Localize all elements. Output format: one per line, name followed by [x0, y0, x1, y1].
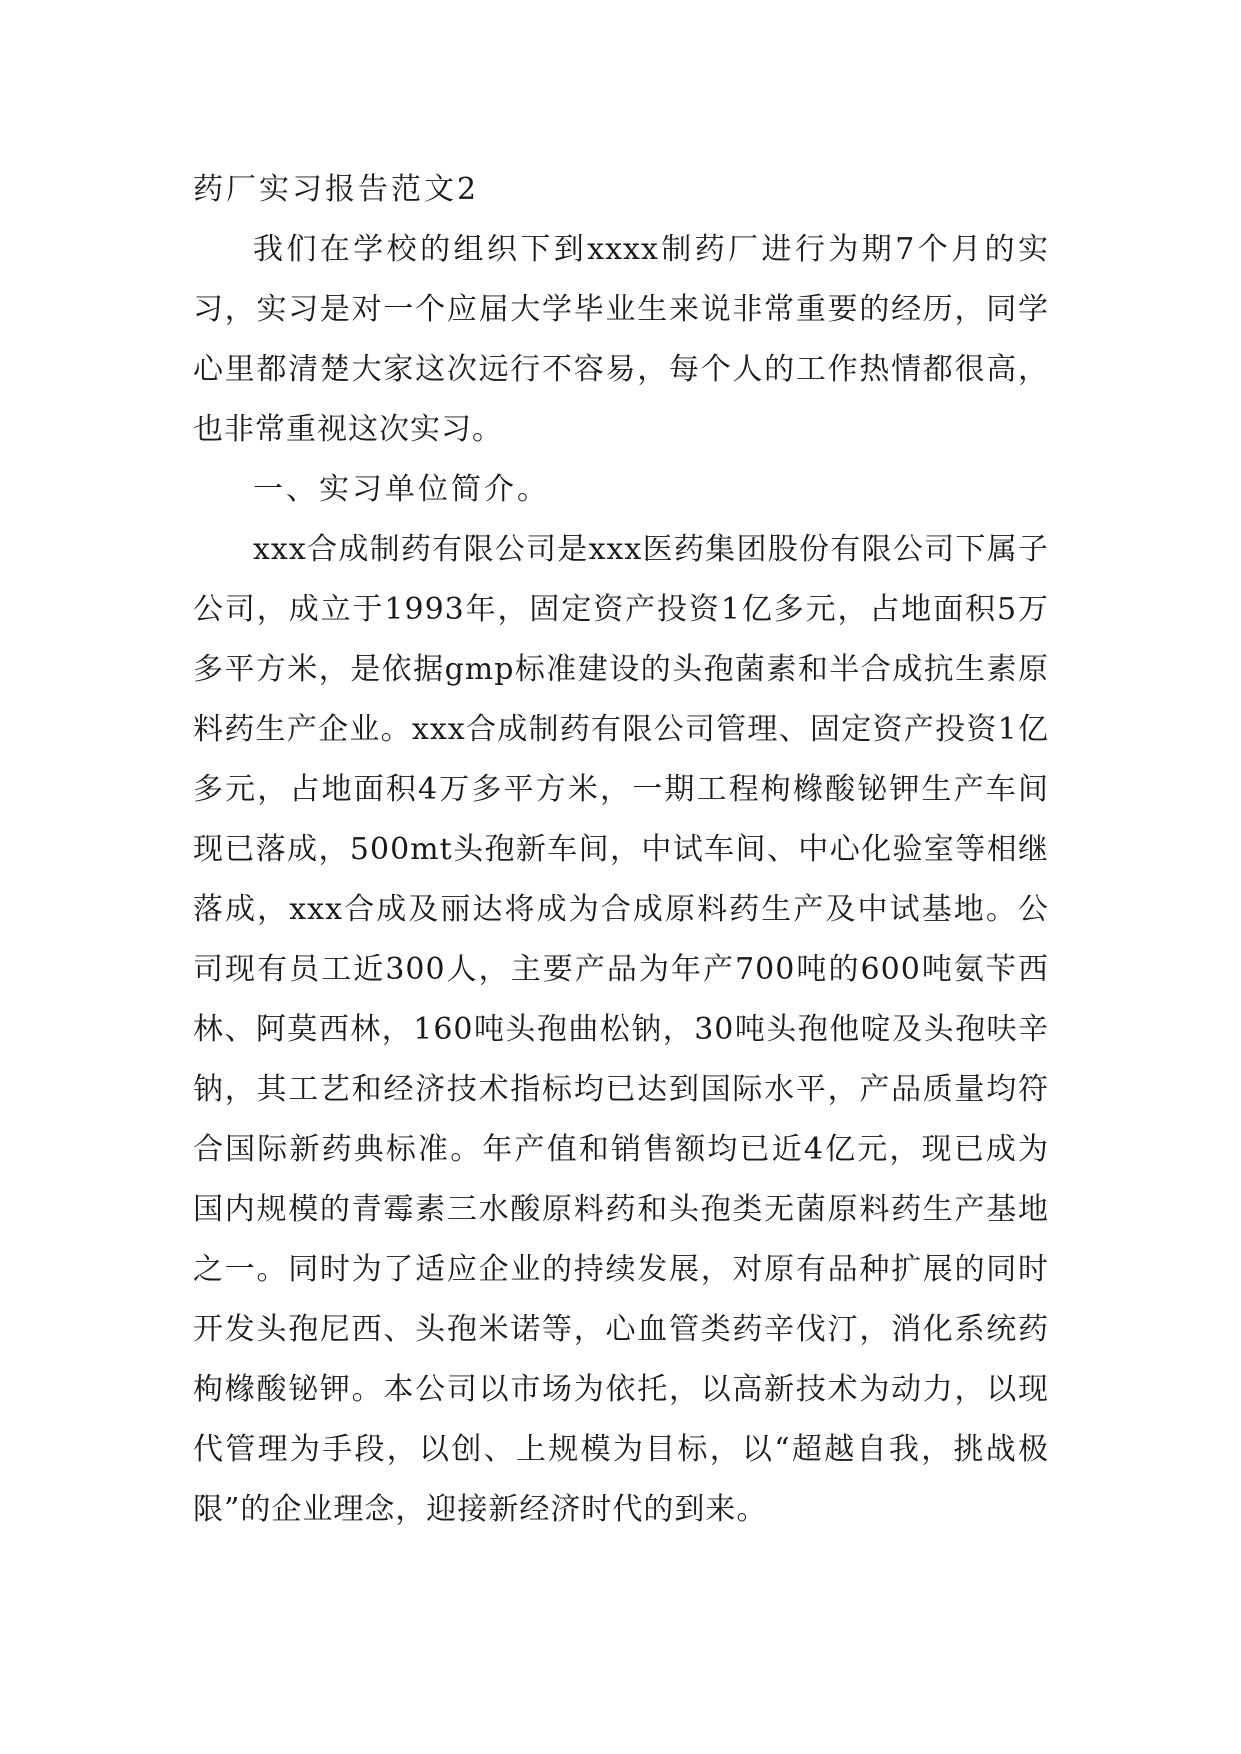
- intro-paragraph: 我们在学校的组织下到xxxx制药厂进行为期7个月的实习，实习是对一个应届大学毕业生来说非常重要的经历，同学心里都清楚大家这次远行不容易，每个人的工作热情都很高，也非常重视这次实习。: [193, 232, 1049, 447]
- section-body-paragraph: xxx合成制药有限公司是xxx医药集团股份有限公司下属子公司，成立于1993年，固定资产投资1亿多元，占地面积5万多平方米，是依据gmp标准建设的头孢菌素和半合成抗生素原料药生产企业。xxx合成制药有限公司管理、固定资产投资1亿多元，占地面积4万多平方米，一期工程枸橼酸铋钾生产车间现已落成，500mt头孢新车间，中试车间、中心化验室等相继落成，xxx合成及丽达将成为合成原料药生产及中试基地。公司现有员工近300人，主要产品为年产700吨的600吨氨苄西林、阿莫西林，160吨头孢曲松钠，30吨头孢他啶及头孢呋辛钠，其工艺和经济技术指标均已达到国际水平，产品质量均符合国际新药典标准。年产值和销售额均已近4亿元，现已成为国内规模的青霉素三水酸原料药和头孢类无菌原料药生产基地之一。同时为了适应企业的持续发展，对原有品种扩展的同时开发头孢尼西、头孢米诺等，心血管类药辛伐汀，消化系统药枸橼酸铋钾。本公司以市场为依托，以高新技术为动力，以现代管理为手段，以创、上规模为目标，以“超越自我，挑战极限”的企业理念，迎接新经济时代的到来。: [193, 532, 1049, 1527]
- document-title: 药厂实习报告范文2: [193, 172, 480, 207]
- section-heading: 一、实习单位简介。: [253, 472, 550, 507]
- document-page: [193, 160, 1049, 1540]
